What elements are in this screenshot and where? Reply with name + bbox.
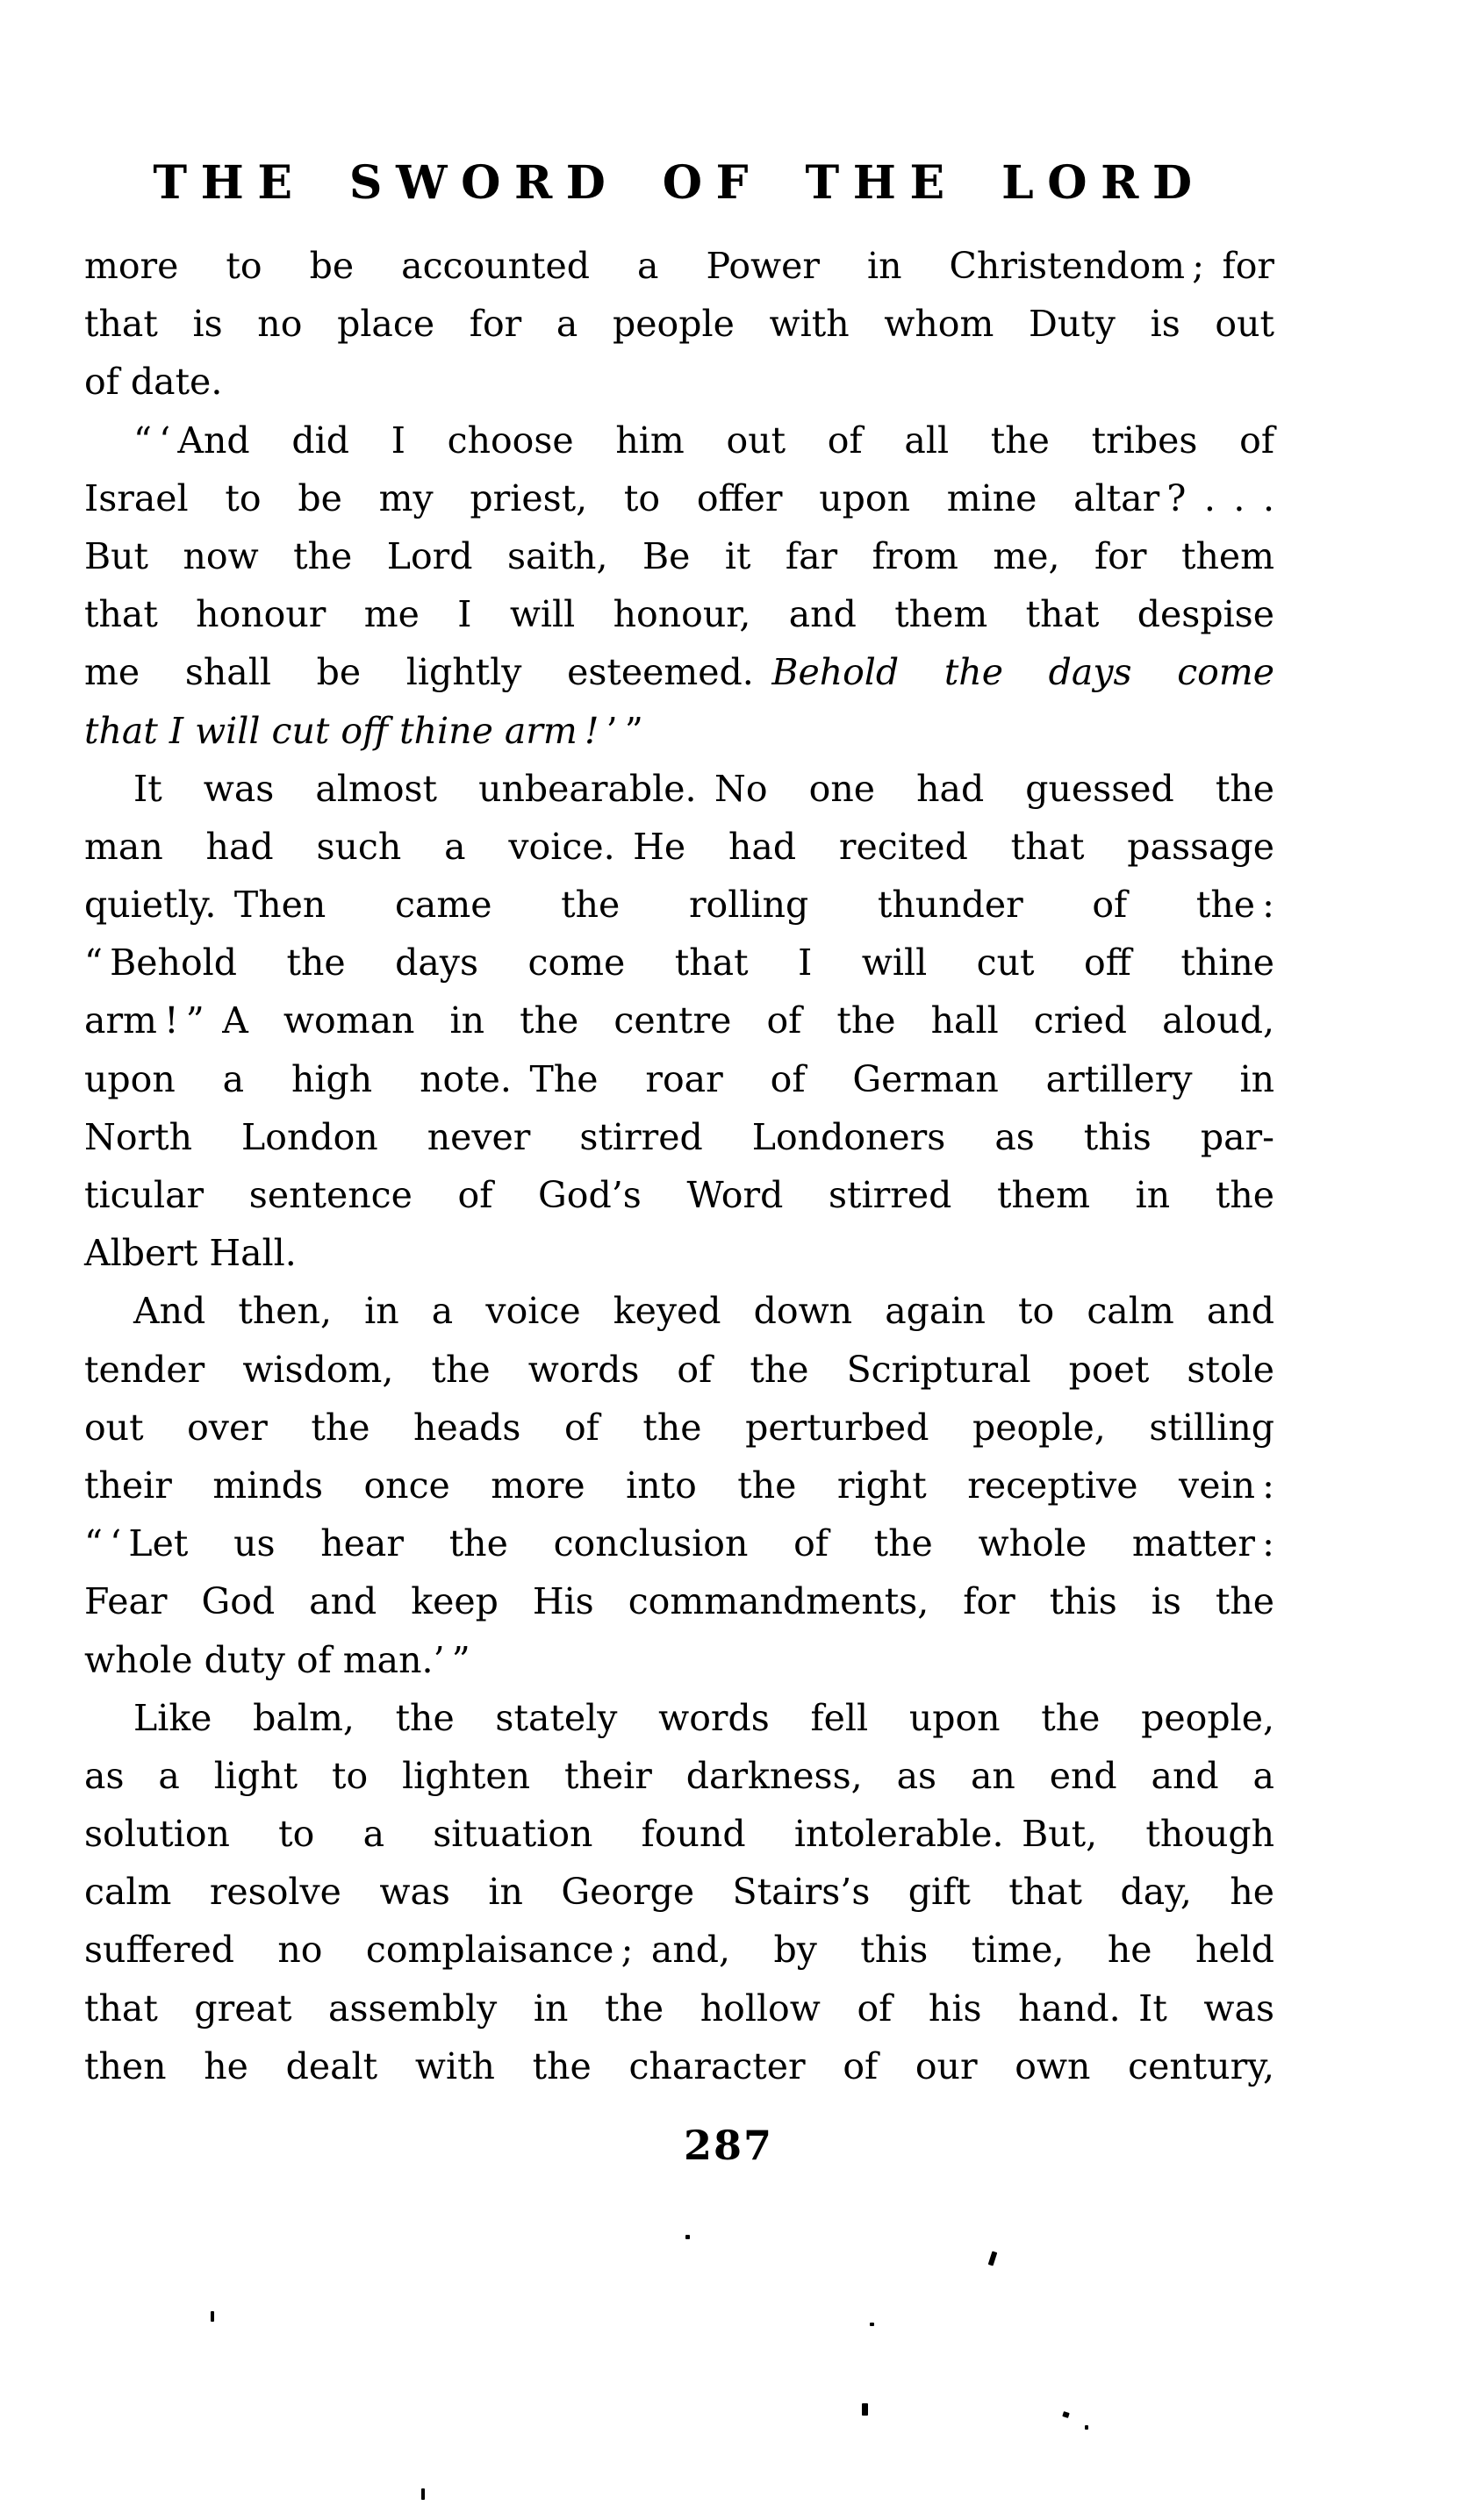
text-segment: quietly. Then came the rolling thunder of the : bbox=[84, 884, 1274, 927]
text-line bbox=[84, 1166, 1274, 1224]
text-segment: tender wisdom, the words of the Scriptural poet stole bbox=[84, 1348, 1274, 1391]
text-line bbox=[84, 1979, 1274, 2037]
text-segment: that great assembly in the hollow of his hand. It was bbox=[84, 1987, 1274, 2030]
text-segment: Israel to be my priest, to offer upon mine altar ? . . . bbox=[84, 476, 1274, 519]
text-line bbox=[84, 1631, 1274, 1689]
text-line bbox=[84, 702, 1274, 760]
text-line bbox=[84, 1399, 1274, 1457]
text-segment: me shall be lightly esteemed. bbox=[84, 651, 772, 694]
text-segment: “ ‘ And did I choose him out of all the tribes of bbox=[133, 419, 1274, 462]
text-line bbox=[84, 412, 1274, 469]
text-segment: “ Behold the days come that I will cut off thine bbox=[84, 941, 1274, 984]
text-segment: that is no place for a people with whom Duty is out bbox=[84, 303, 1274, 346]
text-line bbox=[84, 1341, 1274, 1399]
text-line bbox=[84, 934, 1274, 992]
text-line bbox=[84, 1689, 1274, 1747]
text-segment: solution to a situation found intolerable. But, though bbox=[84, 1813, 1274, 1856]
text-segment: And then, in a voice keyed down again to calm and bbox=[133, 1290, 1274, 1333]
text-line bbox=[84, 237, 1274, 295]
paragraph-4 bbox=[84, 1282, 1274, 1688]
text-segment: “ ‘ Let us hear the conclusion of the whole matter : bbox=[84, 1522, 1274, 1565]
text-segment: suffered no complaisance ; and, by this time, he held bbox=[84, 1929, 1274, 1972]
text-line bbox=[84, 1050, 1274, 1108]
paragraph-5 bbox=[84, 1689, 1274, 2095]
text-segment: calm resolve was in George Stairs’s gift that day, he bbox=[84, 1871, 1274, 1914]
paragraph-3 bbox=[84, 760, 1274, 1283]
text-line bbox=[84, 1224, 1274, 1282]
page-text bbox=[84, 237, 1274, 2095]
text-segment: as a light to lighten their darkness, as an end and a bbox=[84, 1754, 1274, 1797]
paragraph-1 bbox=[84, 237, 1274, 412]
scan-speck bbox=[870, 2323, 874, 2326]
text-line bbox=[84, 643, 1274, 701]
text-segment: then he dealt with the character of our own century, bbox=[84, 2044, 1274, 2087]
text-segment: upon a high note. The roar of German artillery in bbox=[84, 1057, 1274, 1100]
text-line bbox=[84, 2037, 1274, 2095]
scan-speck bbox=[211, 2311, 214, 2322]
text-segment: Fear God and keep His commandments, for this is the bbox=[84, 1580, 1274, 1623]
text-line bbox=[84, 1457, 1274, 1514]
text-line bbox=[84, 353, 1274, 411]
italic-text-segment: that I will cut off thine arm ! bbox=[84, 709, 599, 752]
text-segment: whole duty of man.’ ” bbox=[84, 1638, 470, 1681]
text-line bbox=[84, 295, 1274, 353]
text-segment: But now the Lord saith, Be it far from me, for them bbox=[84, 534, 1274, 577]
text-segment: out over the heads of the perturbed people, stilling bbox=[84, 1406, 1274, 1449]
text-line bbox=[84, 1747, 1274, 1805]
scan-speck bbox=[1085, 2425, 1088, 2430]
text-segment: that honour me I will honour, and them that despise bbox=[84, 593, 1274, 636]
text-line bbox=[84, 992, 1274, 1049]
text-line bbox=[84, 1863, 1274, 1921]
text-line bbox=[84, 585, 1274, 643]
text-line bbox=[84, 760, 1274, 818]
text-segment: Albert Hall. bbox=[84, 1232, 297, 1275]
text-segment: man had such a voice. He had recited that passage bbox=[84, 825, 1274, 868]
text-line bbox=[84, 818, 1274, 876]
text-segment: It was almost unbearable. No one had guessed the bbox=[133, 767, 1274, 810]
text-line bbox=[84, 1282, 1274, 1340]
text-line bbox=[84, 1921, 1274, 1979]
scan-speck bbox=[862, 2403, 868, 2416]
scan-speck bbox=[988, 2251, 998, 2266]
text-segment: Like balm, the stately words fell upon the people, bbox=[133, 1696, 1274, 1739]
scan-speck bbox=[685, 2235, 690, 2239]
text-line bbox=[84, 1108, 1274, 1166]
paragraph-2 bbox=[84, 412, 1274, 760]
page-number: 287 bbox=[683, 2122, 774, 2169]
text-segment: their minds once more into the right receptive vein : bbox=[84, 1464, 1274, 1507]
scan-speck bbox=[421, 2488, 425, 2500]
text-line bbox=[84, 469, 1274, 527]
scan-speck bbox=[1062, 2411, 1070, 2418]
text-segment: ticular sentence of God’s Word stirred them in the bbox=[84, 1174, 1274, 1216]
text-line bbox=[84, 876, 1274, 934]
text-segment: more to be accounted a Power in Christendom ; for bbox=[84, 245, 1274, 287]
text-segment: North London never stirred Londoners as this par- bbox=[84, 1115, 1274, 1158]
text-line bbox=[84, 527, 1274, 585]
text-segment: of date. bbox=[84, 361, 223, 404]
text-line bbox=[84, 1572, 1274, 1630]
text-segment: ’ ” bbox=[599, 709, 643, 752]
text-line bbox=[84, 1805, 1274, 1863]
text-segment: arm ! ” A woman in the centre of the hall cried aloud, bbox=[84, 999, 1274, 1042]
italic-text-segment: Behold the days come bbox=[771, 651, 1274, 694]
text-line bbox=[84, 1514, 1274, 1572]
running-head-title: THE SWORD OF THE LORD bbox=[153, 156, 1206, 210]
